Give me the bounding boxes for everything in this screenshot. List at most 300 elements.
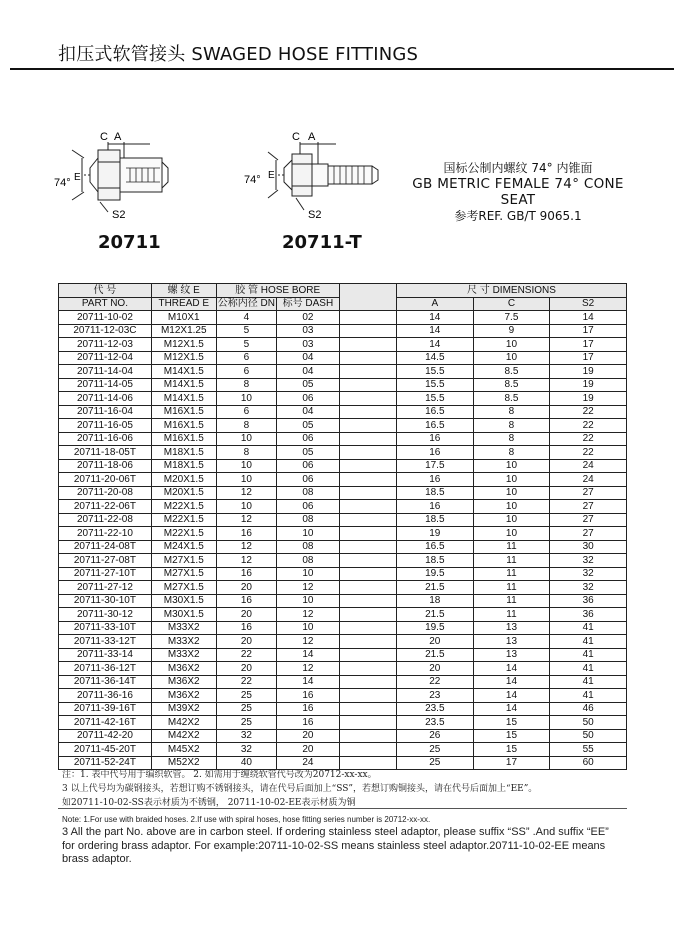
header-thread-en: THREAD E — [151, 297, 216, 311]
table-row — [59, 338, 627, 352]
cell-part-no: 20711-16-04 — [59, 405, 152, 419]
cell-bore-dn: 25 — [216, 702, 276, 716]
spacer-cell — [339, 378, 396, 392]
cell-dim-c: 11 — [473, 608, 550, 622]
header-dim-a: A — [396, 297, 473, 311]
spacer-cell — [339, 675, 396, 689]
cell-bore-dash: 06 — [277, 500, 340, 514]
cell-bore-dn: 12 — [216, 513, 276, 527]
dim-c-label: C — [292, 131, 300, 143]
cell-dim-a: 16 — [396, 446, 473, 460]
cell-dim-s2: 41 — [550, 648, 627, 662]
cell-dim-s2: 24 — [550, 473, 627, 487]
cell-bore-dn: 16 — [216, 621, 276, 635]
cell-thread: M22X1.5 — [151, 500, 216, 514]
cell-dim-c: 14 — [473, 702, 550, 716]
cell-dim-c: 13 — [473, 635, 550, 649]
cell-dim-c: 10 — [473, 527, 550, 541]
header-hose-bore: 胶 管 HOSE BORE — [216, 284, 339, 298]
cell-dim-s2: 19 — [550, 378, 627, 392]
cell-dim-a: 23.5 — [396, 716, 473, 730]
cell-bore-dash: 10 — [277, 594, 340, 608]
cell-dim-s2: 22 — [550, 432, 627, 446]
spacer-cell — [339, 419, 396, 433]
header-part-cn: 代 号 — [59, 284, 152, 298]
cell-thread: M22X1.5 — [151, 513, 216, 527]
cell-dim-c: 13 — [473, 621, 550, 635]
spacer-cell — [339, 621, 396, 635]
cell-thread: M33X2 — [151, 635, 216, 649]
note-en-line-1: 3 All the part No. above are in carbon steel. If ordering stainless steel adaptor, please suffix “SS” .And suffix “EE” — [62, 826, 609, 838]
table-row — [59, 675, 627, 689]
cell-bore-dn: 12 — [216, 486, 276, 500]
table-row — [59, 405, 627, 419]
dim-c-label: C — [100, 131, 108, 143]
header-spacer — [339, 284, 396, 311]
cell-dim-s2: 22 — [550, 446, 627, 460]
cell-bore-dn: 20 — [216, 662, 276, 676]
cell-dim-a: 14 — [396, 311, 473, 325]
cell-part-no: 20711-10-02 — [59, 311, 152, 325]
cell-bore-dn: 10 — [216, 500, 276, 514]
table-row — [59, 351, 627, 365]
cell-dim-c: 8.5 — [473, 378, 550, 392]
cell-dim-a: 21.5 — [396, 608, 473, 622]
cell-thread: M22X1.5 — [151, 527, 216, 541]
cell-bore-dn: 8 — [216, 378, 276, 392]
cell-dim-c: 10 — [473, 459, 550, 473]
cell-bore-dn: 32 — [216, 729, 276, 743]
cell-dim-c: 10 — [473, 338, 550, 352]
table-row — [59, 500, 627, 514]
cell-dim-a: 19 — [396, 527, 473, 541]
cell-dim-s2: 17 — [550, 324, 627, 338]
cell-dim-s2: 19 — [550, 365, 627, 379]
cell-dim-s2: 27 — [550, 513, 627, 527]
cell-thread: M42X2 — [151, 729, 216, 743]
cell-dim-c: 8 — [473, 432, 550, 446]
notes-block — [62, 768, 637, 867]
cell-thread: M12X1.5 — [151, 351, 216, 365]
cell-thread: M27X1.5 — [151, 567, 216, 581]
cell-bore-dash: 14 — [277, 648, 340, 662]
table-row — [59, 635, 627, 649]
cell-bore-dash: 06 — [277, 459, 340, 473]
table-row — [59, 432, 627, 446]
table-row — [59, 540, 627, 554]
cell-dim-a: 18.5 — [396, 554, 473, 568]
cell-dim-a: 21.5 — [396, 648, 473, 662]
cell-dim-a: 15.5 — [396, 365, 473, 379]
cell-part-no: 20711-22-08 — [59, 513, 152, 527]
standard-en: GB METRIC FEMALE 74° CONE SEAT — [412, 176, 624, 208]
cell-thread: M20X1.5 — [151, 486, 216, 500]
cell-dim-s2: 17 — [550, 338, 627, 352]
cell-thread: M14X1.5 — [151, 378, 216, 392]
cell-bore-dash: 06 — [277, 432, 340, 446]
angle-label: 74° — [244, 174, 261, 186]
cell-part-no: 20711-12-03 — [59, 338, 152, 352]
cell-dim-c: 9 — [473, 324, 550, 338]
cell-dim-a: 20 — [396, 662, 473, 676]
cell-dim-a: 17.5 — [396, 459, 473, 473]
spacer-cell — [339, 567, 396, 581]
spacer-cell — [339, 338, 396, 352]
cell-bore-dash: 08 — [277, 540, 340, 554]
table-row — [59, 608, 627, 622]
cell-bore-dn: 16 — [216, 567, 276, 581]
spacer-cell — [339, 446, 396, 460]
cell-bore-dn: 22 — [216, 648, 276, 662]
fitting-drawing-20711-t — [240, 128, 390, 223]
note-cn-line-1: 注：1. 表中代号用于编织软管。 2. 如需用于缠绕软管代号改为20712-xx-xx。 — [62, 770, 377, 780]
cell-bore-dash: 20 — [277, 729, 340, 743]
cell-bore-dash: 05 — [277, 446, 340, 460]
note-en-small: Note: 1.For use with braided hoses. 2.If use with spiral hoses, hose fitting series number is 20712-xx-xx. — [62, 815, 431, 824]
cell-dim-a: 18.5 — [396, 486, 473, 500]
dim-e-label: E — [74, 172, 81, 183]
cell-bore-dn: 6 — [216, 351, 276, 365]
cell-bore-dn: 8 — [216, 419, 276, 433]
cell-dim-a: 26 — [396, 729, 473, 743]
cell-dim-c: 14 — [473, 675, 550, 689]
cell-thread: M30X1.5 — [151, 608, 216, 622]
cell-part-no: 20711-42-16T — [59, 716, 152, 730]
cell-thread: M12X1.5 — [151, 338, 216, 352]
cell-dim-c: 11 — [473, 581, 550, 595]
cell-part-no: 20711-22-10 — [59, 527, 152, 541]
cell-thread: M24X1.5 — [151, 540, 216, 554]
cell-thread: M42X2 — [151, 716, 216, 730]
cell-dim-c: 15 — [473, 729, 550, 743]
cell-bore-dn: 20 — [216, 581, 276, 595]
cell-dim-s2: 60 — [550, 756, 627, 770]
note-en-line-2: for ordering brass adaptor. For example:20711-10-02-SS means stainless steel adaptor.20711-10-02-EE means — [62, 839, 606, 852]
cell-dim-c: 8.5 — [473, 365, 550, 379]
cell-dim-a: 15.5 — [396, 378, 473, 392]
cell-bore-dn: 22 — [216, 675, 276, 689]
dim-s2-label: S2 — [308, 209, 322, 221]
cell-thread: M10X1 — [151, 311, 216, 325]
spacer-cell — [339, 405, 396, 419]
cell-dim-s2: 41 — [550, 675, 627, 689]
cell-dim-c: 11 — [473, 567, 550, 581]
cell-bore-dash: 03 — [277, 338, 340, 352]
cell-part-no: 20711-12-03C — [59, 324, 152, 338]
cell-dim-s2: 32 — [550, 581, 627, 595]
header-bore-dash: 标号 DASH — [277, 297, 340, 311]
dim-a-label: A — [114, 131, 122, 143]
cell-dim-a: 14 — [396, 324, 473, 338]
spacer-cell — [339, 500, 396, 514]
cell-dim-a: 15.5 — [396, 392, 473, 406]
cell-dim-c: 10 — [473, 500, 550, 514]
cell-dim-c: 14 — [473, 662, 550, 676]
spacer-cell — [339, 486, 396, 500]
cell-bore-dn: 25 — [216, 689, 276, 703]
cell-bore-dash: 03 — [277, 324, 340, 338]
dim-s2-label: S2 — [112, 209, 126, 221]
dim-a-label: A — [308, 131, 316, 143]
table-row — [59, 702, 627, 716]
cell-dim-a: 16.5 — [396, 405, 473, 419]
cell-thread: M14X1.5 — [151, 365, 216, 379]
cell-thread: M36X2 — [151, 689, 216, 703]
spacer-cell — [339, 554, 396, 568]
spacer-cell — [339, 608, 396, 622]
cell-bore-dn: 12 — [216, 554, 276, 568]
cell-dim-s2: 46 — [550, 702, 627, 716]
cell-bore-dn: 16 — [216, 594, 276, 608]
cell-bore-dash: 20 — [277, 743, 340, 757]
table-row — [59, 459, 627, 473]
spacer-cell — [339, 635, 396, 649]
standard-ref: 参考REF. GB/T 9065.1 — [454, 209, 582, 223]
cell-bore-dash: 12 — [277, 635, 340, 649]
fitting-drawing-20711 — [50, 128, 190, 223]
cell-bore-dash: 16 — [277, 716, 340, 730]
table-row — [59, 446, 627, 460]
cell-dim-s2: 14 — [550, 311, 627, 325]
cell-bore-dn: 4 — [216, 311, 276, 325]
header-divider — [10, 68, 674, 70]
cell-bore-dash: 12 — [277, 581, 340, 595]
spacer-cell — [339, 729, 396, 743]
cell-bore-dn: 6 — [216, 365, 276, 379]
cell-bore-dash: 04 — [277, 351, 340, 365]
cell-bore-dn: 10 — [216, 392, 276, 406]
table-row — [59, 716, 627, 730]
cell-part-no: 20711-33-10T — [59, 621, 152, 635]
cell-dim-c: 8 — [473, 419, 550, 433]
cell-dim-s2: 24 — [550, 459, 627, 473]
cell-bore-dn: 32 — [216, 743, 276, 757]
cell-bore-dash: 10 — [277, 621, 340, 635]
cell-dim-a: 20 — [396, 635, 473, 649]
cell-dim-s2: 17 — [550, 351, 627, 365]
cell-part-no: 20711-14-04 — [59, 365, 152, 379]
cell-bore-dn: 10 — [216, 432, 276, 446]
cell-dim-c: 15 — [473, 743, 550, 757]
cell-thread: M45X2 — [151, 743, 216, 757]
table-row — [59, 513, 627, 527]
cell-dim-s2: 41 — [550, 689, 627, 703]
cell-part-no: 20711-36-14T — [59, 675, 152, 689]
cell-part-no: 20711-16-06 — [59, 432, 152, 446]
table-row — [59, 554, 627, 568]
cell-part-no: 20711-39-16T — [59, 702, 152, 716]
cell-dim-c: 15 — [473, 716, 550, 730]
spacer-cell — [339, 513, 396, 527]
table-row — [59, 621, 627, 635]
table-row — [59, 324, 627, 338]
cell-bore-dn: 10 — [216, 473, 276, 487]
fittings-spec-table — [58, 283, 627, 770]
cell-dim-c: 11 — [473, 594, 550, 608]
cell-thread: M39X2 — [151, 702, 216, 716]
cell-thread: M16X1.5 — [151, 432, 216, 446]
header-dim-c: C — [473, 297, 550, 311]
cell-dim-a: 16 — [396, 500, 473, 514]
cell-bore-dn: 20 — [216, 635, 276, 649]
cell-thread: M33X2 — [151, 621, 216, 635]
header-part-en: PART NO. — [59, 297, 152, 311]
cell-bore-dn: 10 — [216, 459, 276, 473]
cell-dim-c: 10 — [473, 351, 550, 365]
cell-bore-dn: 8 — [216, 446, 276, 460]
spacer-cell — [339, 743, 396, 757]
cell-dim-a: 16 — [396, 432, 473, 446]
cell-dim-c: 8.5 — [473, 392, 550, 406]
table-row — [59, 527, 627, 541]
table-row — [59, 419, 627, 433]
table-row — [59, 662, 627, 676]
cell-dim-c: 8 — [473, 405, 550, 419]
cell-dim-a: 19.5 — [396, 567, 473, 581]
header-dim-s2: S2 — [550, 297, 627, 311]
spacer-cell — [339, 473, 396, 487]
spacer-cell — [339, 432, 396, 446]
spacer-cell — [339, 581, 396, 595]
cell-bore-dn: 5 — [216, 338, 276, 352]
cell-part-no: 20711-27-08T — [59, 554, 152, 568]
cell-bore-dash: 04 — [277, 405, 340, 419]
cell-dim-s2: 50 — [550, 716, 627, 730]
cell-part-no: 20711-20-06T — [59, 473, 152, 487]
spacer-cell — [339, 689, 396, 703]
spacer-cell — [339, 351, 396, 365]
cell-bore-dn: 20 — [216, 608, 276, 622]
cell-part-no: 20711-18-06 — [59, 459, 152, 473]
spacer-cell — [339, 311, 396, 325]
cell-part-no: 20711-20-08 — [59, 486, 152, 500]
spacer-cell — [339, 716, 396, 730]
spacer-cell — [339, 459, 396, 473]
note-cn-line-3: 如20711-10-02-SS表示材质为不锈钢， 20711-10-02-EE表示材质为铜 — [62, 798, 356, 808]
cell-dim-c: 11 — [473, 540, 550, 554]
note-en-line-3: brass adaptor. — [62, 853, 132, 865]
cell-dim-a: 18.5 — [396, 513, 473, 527]
cell-dim-s2: 22 — [550, 405, 627, 419]
table-row — [59, 473, 627, 487]
cell-thread: M30X1.5 — [151, 594, 216, 608]
cell-dim-a: 16 — [396, 473, 473, 487]
table-row — [59, 378, 627, 392]
cell-dim-c: 10 — [473, 513, 550, 527]
cell-part-no: 20711-14-05 — [59, 378, 152, 392]
cell-part-no: 20711-16-05 — [59, 419, 152, 433]
cell-dim-s2: 32 — [550, 554, 627, 568]
cell-dim-s2: 55 — [550, 743, 627, 757]
cell-bore-dash: 10 — [277, 567, 340, 581]
cell-dim-s2: 27 — [550, 500, 627, 514]
table-row — [59, 392, 627, 406]
spacer-cell — [339, 594, 396, 608]
part-caption-20711-t: 20711-T — [282, 232, 362, 253]
cell-dim-s2: 27 — [550, 486, 627, 500]
table-row — [59, 486, 627, 500]
cell-dim-c: 10 — [473, 473, 550, 487]
cell-thread: M18X1.5 — [151, 446, 216, 460]
cell-bore-dash: 05 — [277, 378, 340, 392]
spacer-cell — [339, 648, 396, 662]
cell-thread: M27X1.5 — [151, 581, 216, 595]
cell-bore-dash: 04 — [277, 365, 340, 379]
cell-bore-dash: 12 — [277, 662, 340, 676]
cell-bore-dn: 16 — [216, 527, 276, 541]
cell-thread: M16X1.5 — [151, 405, 216, 419]
standard-cn: 国标公制内螺纹 74° 内锥面 — [443, 161, 593, 175]
table-row — [59, 729, 627, 743]
cell-part-no: 20711-33-14 — [59, 648, 152, 662]
spacer-cell — [339, 662, 396, 676]
cell-part-no: 20711-24-08T — [59, 540, 152, 554]
header-bore-dn: 公称内径 DN — [217, 298, 275, 310]
table-row — [59, 743, 627, 757]
cell-dim-c: 11 — [473, 554, 550, 568]
cell-dim-a: 23 — [396, 689, 473, 703]
cell-bore-dash: 08 — [277, 513, 340, 527]
header-thread-cn: 螺 纹 E — [151, 284, 216, 298]
standard-description — [398, 160, 638, 224]
cell-bore-dash: 16 — [277, 702, 340, 716]
cell-dim-a: 23.5 — [396, 702, 473, 716]
table-row — [59, 594, 627, 608]
part-caption-20711: 20711 — [98, 232, 161, 253]
cell-dim-a: 14 — [396, 338, 473, 352]
cell-part-no: 20711-30-10T — [59, 594, 152, 608]
table-row — [59, 567, 627, 581]
table-row — [59, 581, 627, 595]
cell-part-no: 20711-27-12 — [59, 581, 152, 595]
cell-part-no: 20711-22-06T — [59, 500, 152, 514]
cell-bore-dash: 02 — [277, 311, 340, 325]
cell-part-no: 20711-12-04 — [59, 351, 152, 365]
cell-bore-dash: 08 — [277, 554, 340, 568]
spec-table-body — [59, 311, 627, 770]
table-row — [59, 689, 627, 703]
cell-part-no: 20711-36-12T — [59, 662, 152, 676]
cell-thread: M36X2 — [151, 675, 216, 689]
cell-dim-a: 25 — [396, 756, 473, 770]
cell-dim-c: 8 — [473, 446, 550, 460]
cell-dim-s2: 41 — [550, 662, 627, 676]
cell-thread: M36X2 — [151, 662, 216, 676]
cell-dim-c: 14 — [473, 689, 550, 703]
cell-bore-dash: 14 — [277, 675, 340, 689]
cell-part-no: 20711-30-12 — [59, 608, 152, 622]
cell-dim-a: 19.5 — [396, 621, 473, 635]
cell-dim-a: 25 — [396, 743, 473, 757]
cell-part-no: 20711-36-16 — [59, 689, 152, 703]
cell-part-no: 20711-52-24T — [59, 756, 152, 770]
cell-dim-c: 10 — [473, 486, 550, 500]
cell-dim-a: 18 — [396, 594, 473, 608]
cell-dim-a: 21.5 — [396, 581, 473, 595]
cell-part-no: 20711-42-20 — [59, 729, 152, 743]
cell-bore-dash: 10 — [277, 527, 340, 541]
angle-label: 74° — [54, 177, 71, 189]
cell-dim-s2: 41 — [550, 621, 627, 635]
table-row — [59, 311, 627, 325]
cell-bore-dash: 08 — [277, 486, 340, 500]
cell-thread: M16X1.5 — [151, 419, 216, 433]
cell-dim-c: 13 — [473, 648, 550, 662]
cell-thread: M18X1.5 — [151, 459, 216, 473]
cell-thread: M14X1.5 — [151, 392, 216, 406]
cell-thread: M27X1.5 — [151, 554, 216, 568]
cell-bore-dn: 12 — [216, 540, 276, 554]
